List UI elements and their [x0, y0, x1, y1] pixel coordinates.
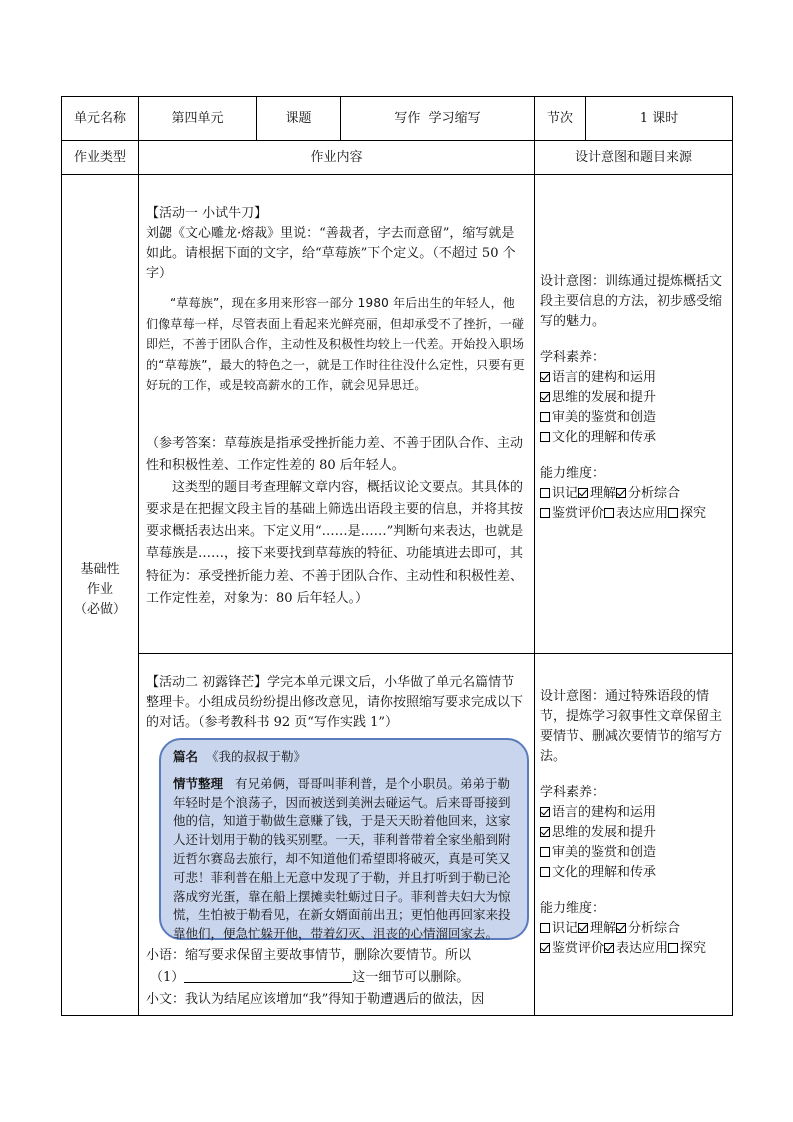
design2-literacy-list: [540, 803, 726, 883]
checkbox-icon[interactable]: [540, 923, 550, 933]
checkbox-icon[interactable]: [540, 943, 550, 953]
question-1: （1） 这一细节可以删除。: [150, 970, 470, 985]
card-plot: 情节整理 有兄弟俩，哥哥叫菲利普，是个小职员。弟弟于勒年轻时是个浪荡子，因而被送到美洲去碰运气。后来哥哥接到他的信，知道于勒做生意赚了钱，于是天天盼着他回来，这家人还计划用于勒的钱买别墅。一天，菲利普带着全家坐船到附近哲尔赛岛去旅行，却不知道他们希望即将破灭，真是可笑又可悲！菲利普在船上无意中发现了于勒，并且打听到于勒已沦落成穷光蛋，靠在船上摆摊卖牡蛎过日子。菲利普夫妇大为惊慌，生怕被于勒看见，在新女婿面前出丑；更怕他再回家来投靠他们，便急忙躲开他，带着幻灭、沮丧的心情溜回家去。: [173, 775, 511, 942]
checkbox-icon[interactable]: [578, 923, 588, 933]
checkbox-icon[interactable]: [540, 432, 550, 442]
literacy-item: 审美的鉴赏和创造: [540, 408, 726, 428]
checkbox-icon[interactable]: [668, 943, 678, 953]
design1-ability-row1: 识记 理解 分析综合: [540, 484, 726, 504]
checkbox-icon[interactable]: [540, 508, 550, 518]
table-line-col4: [534, 96, 535, 1016]
activity1-passage: “草莓族”，现在多用来形容一部分 1980 年后出生的年轻人，他们像草莓一样，尽管表面上看起来光鲜亮丽，但却承受不了挫折，一碰即烂，不善于团队合作，主动性及积极性均较上一代差。开始投入职场的“草莓族”，最大的特色之一，就是工作时往往没什么定性，只要有更好玩的工作，或是较高薪水的工作，就会见异思迁。: [146, 296, 525, 392]
column-design: 设计意图和题目来源: [574, 149, 692, 165]
checkbox-icon[interactable]: [604, 508, 614, 518]
topic-value: 写作 学习缩写: [394, 110, 481, 126]
unit-name-label: 单元名称: [73, 110, 126, 126]
literacy-item: 文化的理解和传承: [540, 863, 726, 883]
literacy-item: 文化的理解和传承: [540, 428, 726, 448]
checkbox-icon[interactable]: [540, 827, 550, 837]
table-border-right: [732, 96, 733, 1016]
checkbox-icon[interactable]: [540, 412, 550, 422]
literacy-item: 语言的建构和运用: [540, 803, 726, 823]
activity2-content: [146, 673, 527, 733]
activity1-content: [146, 204, 527, 610]
topic-label: 课题: [285, 110, 312, 126]
checkbox-icon[interactable]: [540, 847, 550, 857]
literacy-item: 思维的发展和提升: [540, 388, 726, 408]
design2-content: [540, 687, 726, 959]
design1-content: [540, 272, 726, 524]
checkbox-icon[interactable]: [540, 867, 550, 877]
xiaoyu-line: 小语：缩写要求保留主要故事情节，删除次要情节。所以: [146, 948, 472, 963]
checkbox-icon[interactable]: [540, 372, 550, 382]
answer-blank-input[interactable]: [184, 970, 352, 983]
checkbox-icon[interactable]: [540, 392, 550, 402]
card-title: 篇名 《我的叔叔于勒》: [173, 749, 306, 764]
activity2-prompt: 【活动二 初露锋芒】学完本单元课文后，小华做了单元名篇情节整理卡。小组成员纷纷提出修改意见，请你按照缩写要求完成以下的对话。（参考教科书 92 页“写作实践 1”）: [146, 675, 524, 730]
design2-literacy-label: 学科素养：: [540, 785, 606, 800]
design2-ability-row1: 识记 理解 分析综合: [540, 919, 726, 939]
design1-literacy-label: 学科素养：: [540, 350, 606, 365]
unit-name-value: 第四单元: [171, 110, 224, 126]
activity1-answer: （参考答案：草莓族是指承受挫折能力差、不善于团队合作、主动性和积极性差、工作定性差的 80 后年轻人。: [146, 435, 524, 473]
literacy-item: 审美的鉴赏和创造: [540, 843, 726, 863]
xiaowen-line: 小文：我认为结尾应该增加“我”得知于勒遭遇后的做法，因: [146, 992, 485, 1007]
table-line-columns: [61, 174, 733, 175]
checkbox-icon[interactable]: [668, 508, 678, 518]
design1-ability-label: 能力维度：: [540, 466, 606, 481]
checkbox-icon[interactable]: [578, 488, 588, 498]
design2-ability-label: 能力维度：: [540, 901, 606, 916]
activity1-prompt: 刘勰《文心雕龙·熔裁》里说：“善裁者，字去而意留”，缩写就是如此。请根据下面的文字，给“草莓族”下个定义。（不超过 50 个字）: [146, 226, 516, 281]
checkbox-icon[interactable]: [604, 943, 614, 953]
design2-intent: 设计意图：通过特殊语段的情节，提炼学习叙事性文章保留主要情节、删减次要情节的缩写方法。: [540, 689, 723, 764]
checkbox-icon[interactable]: [540, 807, 550, 817]
literacy-item: 语言的建构和运用: [540, 368, 726, 388]
table-line-activity: [138, 653, 733, 654]
dialogue: [146, 945, 527, 1011]
activity1-title: 【活动一 小试牛刀】: [146, 206, 268, 221]
design1-ability-row2: 鉴赏评价 表达应用 探究: [540, 504, 726, 524]
design1-literacy-list: [540, 368, 726, 448]
row-label-basic: 基础性 作业 （必做）: [73, 562, 126, 617]
plot-card: [159, 738, 529, 940]
column-content: 作业内容: [310, 149, 363, 165]
checkbox-icon[interactable]: [540, 488, 550, 498]
session-value: 1 课时: [639, 110, 679, 126]
table-line-col1: [138, 96, 139, 1016]
design1-intent: 设计意图：训练通过提炼概括文段主要信息的方法，初步感受缩写的魅力。: [540, 274, 723, 329]
table-border-bottom: [61, 1015, 733, 1016]
checkbox-icon[interactable]: [616, 488, 626, 498]
checkbox-icon[interactable]: [616, 923, 626, 933]
table-border-left: [61, 96, 62, 1016]
activity1-analysis: 这类型的题目考查理解文章内容，概括议论文要点。其具体的要求是在把握文段主旨的基础上筛选出语段主要的信息，并将其按要求概括表达出来。下定义用“……是……”判断句来表达，也就是草莓族是……，接下来要找到草莓族的特征、功能填进去即可，其特征为：承受挫折能力差、不善于团队合作、主动性和积极性差、工作定性差，对象为：80 后年轻人。）: [146, 479, 524, 606]
column-type: 作业类型: [73, 149, 126, 165]
session-label: 节次: [546, 110, 573, 126]
design2-ability-row2: 鉴赏评价 表达应用 探究: [540, 939, 726, 959]
literacy-item: 思维的发展和提升: [540, 823, 726, 843]
